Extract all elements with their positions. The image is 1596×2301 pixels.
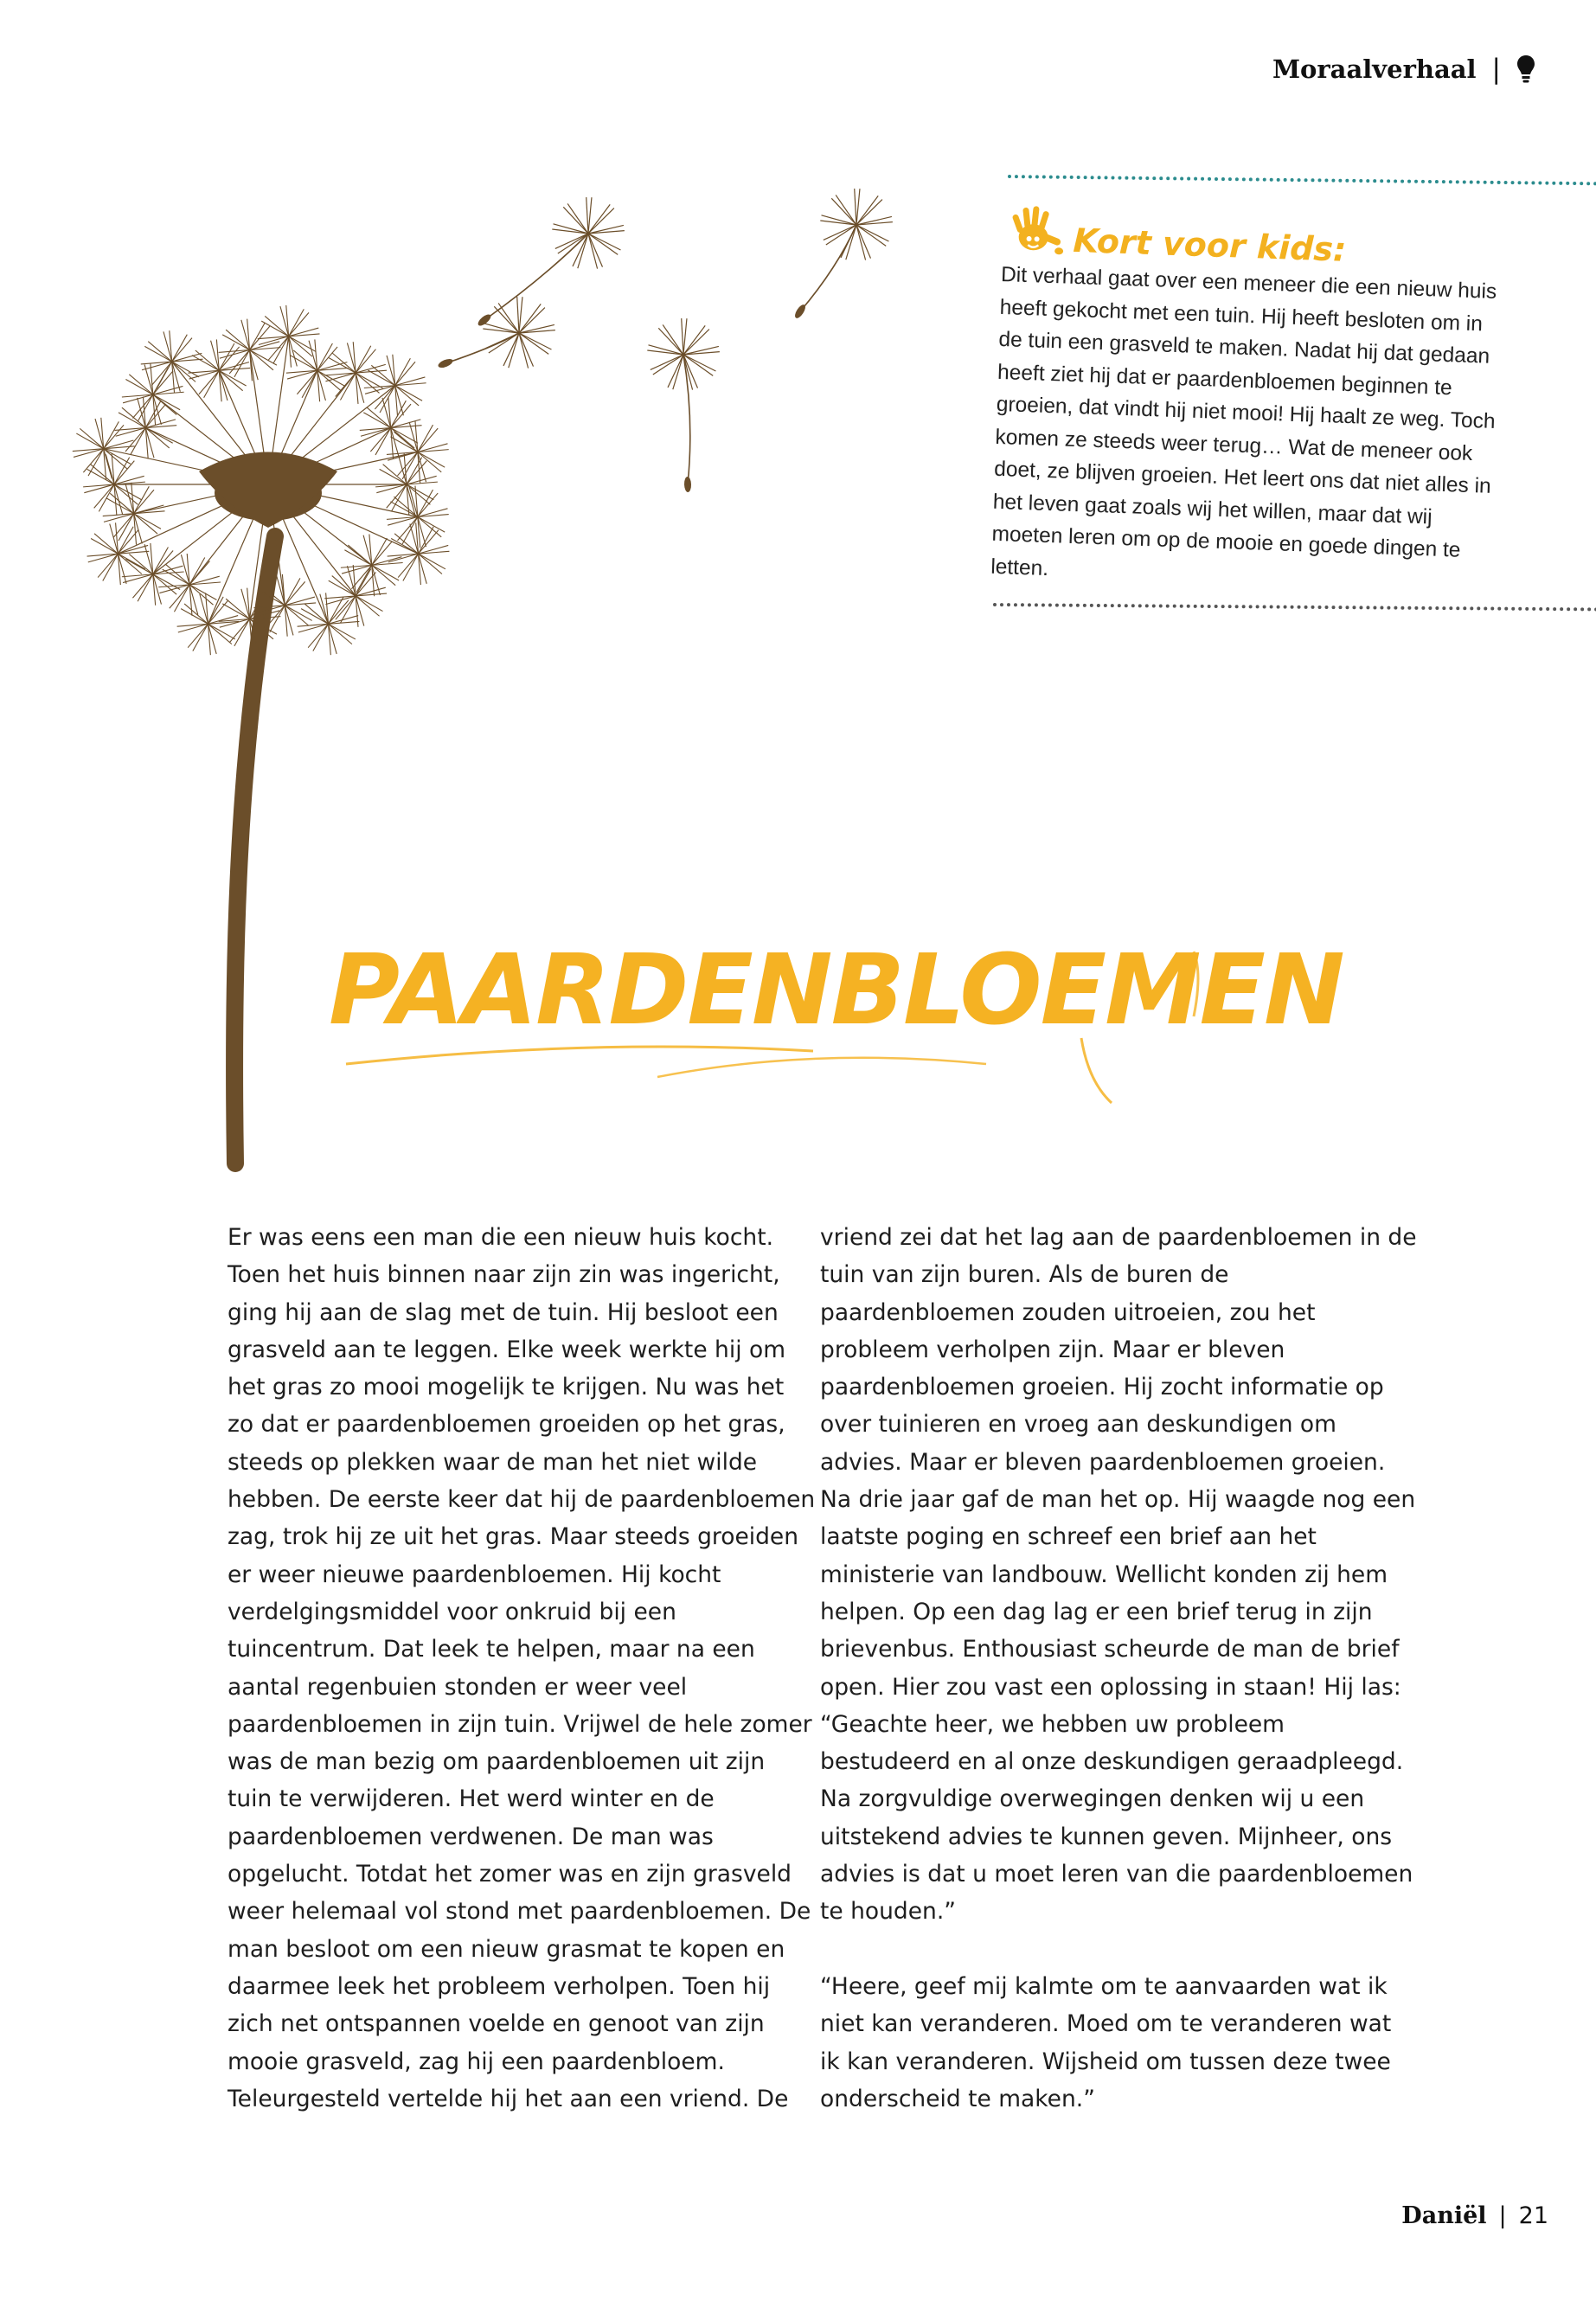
brush-strokes-decoration (329, 934, 1280, 1107)
kids-box-title: Kort voor kids: (1072, 221, 1348, 269)
article-column-left (228, 1219, 816, 2118)
article-title-text: PAARDENBLOEMEN (329, 934, 1343, 1047)
kids-box-top-divider (1008, 175, 1596, 185)
footer-separator: | (1498, 2202, 1507, 2229)
section-label: Moraalverhaal (1272, 54, 1477, 84)
magazine-name: Daniël (1401, 2202, 1487, 2229)
lightbulb-icon (1516, 54, 1535, 84)
page-header (1272, 54, 1535, 85)
header-separator: | (1491, 54, 1501, 85)
article-paragraph: vriend zei dat het lag aan de paardenbloemen in de tuin van zijn buren. Als de buren de paardenbloemen zouden uitroeien, zou het probleem verholpen zijn. Maar er bleven paardenbloemen groeien. Hij zocht informatie op over tuinieren en vroeg aan deskundigen om advies. Maar er bleven paardenbloemen groeien. Na drie jaar gaf de man het op. Hij waagde nog een laatste poging en schreef een brief aan het ministerie van landbouw. Wellicht konden zij hem helpen. Op een dag lag er een brief terug in zijn brievenbus. Enthousiast scheurde de man de brief open. Hier zou vast een oplossing in staan! Hij las: “Geachte heer, we hebben uw probleem bestudeerd en al onze deskundigen geraadpleegd. Na zorgvuldige overwegingen denken wij u een uitstekend advies te kunnen geven. Mijnheer, ons advies is dat u moet leren van die paardenbloemen te houden.” (820, 1224, 1417, 1926)
article-column-right (820, 1219, 1417, 2118)
kids-box-bottom-divider (993, 603, 1596, 611)
article-paragraph: Er was eens een man die een nieuw huis kocht. Toen het huis binnen naar zijn zin was ingericht, ging hij aan de slag met de tuin. Hij besloot een grasveld aan te leggen. Elke week werkte hij om het gras zo mooi mogelijk te krijgen. Nu was het zo dat er paardenbloemen groeiden op het gras, steeds op plekken waar de man het niet wilde hebben. De eerste keer dat hij de paardenbloemen zag, trok hij ze uit het gras. Maar steeds groeiden er weer nieuwe paardenbloemen. Hij kocht verdelgingsmiddel voor onkruid bij een tuincentrum. Dat leek te helpen, maar na een aantal regenbuien stonden er weer veel paardenbloemen in zijn tuin. Vrijwel de hele zomer was de man bezig om paardenbloemen uit zijn tuin te verwijderen. Het werd winter en de paardenbloemen verdwenen. De man was opgelucht. Totdat het zomer was en zijn grasveld weer helemaal vol stond met paardenbloemen. De man besloot om een nieuw grasmat te kopen en daarmee leek het probleem verholpen. Toen hij zich net ontspannen voelde en genoot van zijn mooie grasveld, zag hij een paardenbloem. Teleurgesteld vertelde hij het aan een vriend. De (228, 1224, 816, 2112)
article-title (329, 934, 1343, 1107)
closing-quote: “Heere, geef mij kalmte om te aanvaarden wat ik niet kan veranderen. Moed om te veranderen wat ik kan veranderen. Wijsheid om tussen deze twee onderscheid te maken.” (820, 1972, 1392, 2112)
kids-box-text: Dit verhaal gaat over een meneer die een nieuw huis heeft gekocht met een tuin. Hij heeft besloten om in de tuin een grasveld te maken. Nadat hij dat gedaan heeft ziet hij dat er paardenbloemen beginnen te groeien, dat vindt hij niet mooi! Hij haalt ze weg. Toch komen ze steeds weer terug… Wat de meneer ook doet, ze blijven groeien. Het leert ons dat niet alles in het leven gaat zoals wij het willen, maar dat wij moeten leren om op de mooie en goede dingen te letten. (990, 262, 1497, 580)
handprint-icon (1002, 203, 1067, 260)
page-number: 21 (1518, 2202, 1548, 2229)
kids-box (990, 203, 1514, 600)
page-footer (1401, 2202, 1548, 2229)
